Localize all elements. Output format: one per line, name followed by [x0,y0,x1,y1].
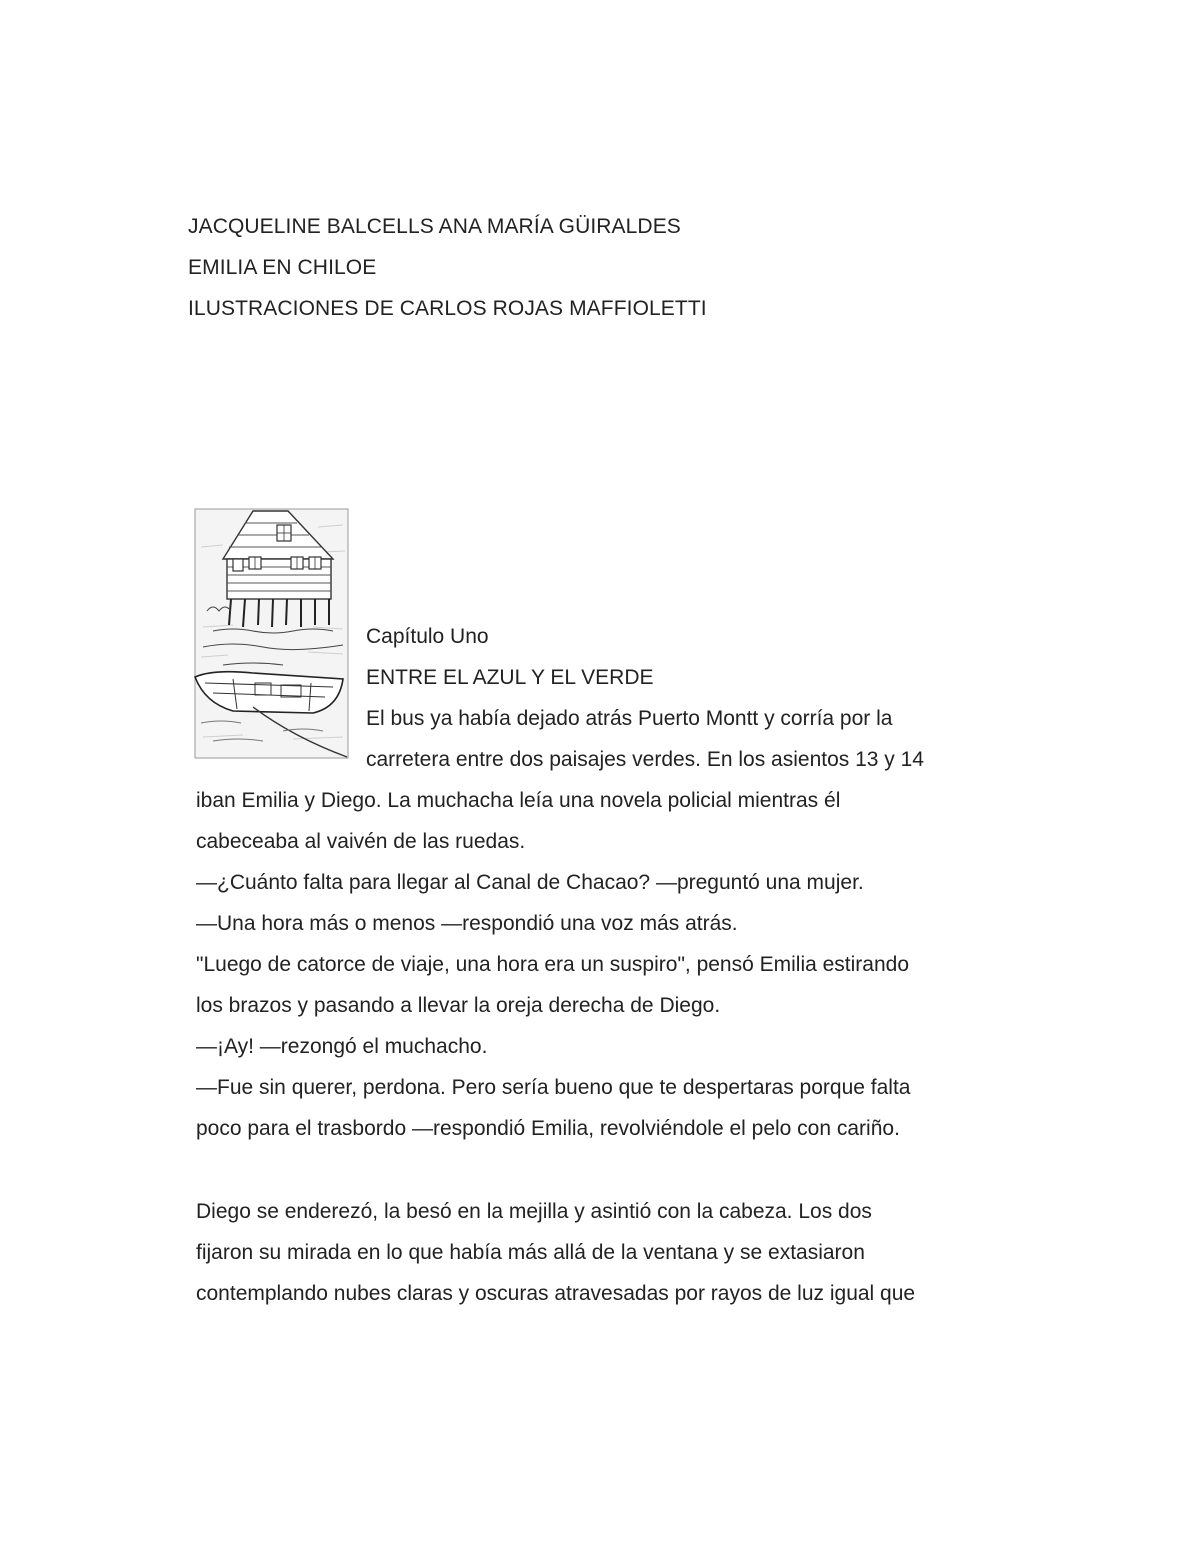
chapter-title: ENTRE EL AZUL Y EL VERDE [366,666,654,689]
paragraph-one [196,780,1036,1149]
text-line: cabeceaba al vaivén de las ruedas. [196,830,526,853]
illustrator-line: ILUSTRACIONES DE CARLOS ROJAS MAFFIOLETTI [188,297,707,320]
authors-line: JACQUELINE BALCELLS ANA MARÍA GÜIRALDES [188,215,681,238]
text-line: iban Emilia y Diego. La muchacha leía una novela policial mientras él [196,789,841,812]
paragraph-two [196,1191,1036,1314]
book-header [188,206,1088,329]
text-line: Diego se enderezó, la besó en la mejilla y asintió con la cabeza. Los dos [196,1200,872,1223]
text-line: —¡Ay! —rezongó el muchacho. [196,1035,488,1058]
book-title: EMILIA EN CHILOE [188,256,377,279]
chapter-number: Capítulo Uno [366,625,489,648]
text-line: "Luego de catorce de viaje, una hora era un suspiro", pensó Emilia estirando [196,953,910,976]
stilt-house-illustration [193,507,350,760]
text-line: los brazos y pasando a llevar la oreja derecha de Diego. [196,994,721,1017]
text-line: contemplando nubes claras y oscuras atravesadas por rayos de luz igual que [196,1282,916,1305]
chapter-opening [366,616,1026,780]
text-line: —¿Cuánto falta para llegar al Canal de Chacao? —preguntó una mujer. [196,871,864,894]
text-line: fijaron su mirada en lo que había más allá de la ventana y se extasiaron [196,1241,865,1264]
text-line: —Una hora más o menos —respondió una voz más atrás. [196,912,738,935]
text-line: El bus ya había dejado atrás Puerto Montt y corría por la [366,707,893,730]
text-line: poco para el trasbordo —respondió Emilia, revolviéndole el pelo con cariño. [196,1117,900,1140]
text-line: —Fue sin querer, perdona. Pero sería bueno que te despertaras porque falta [196,1076,911,1099]
text-line: carretera entre dos paisajes verdes. En los asientos 13 y 14 [366,748,924,771]
